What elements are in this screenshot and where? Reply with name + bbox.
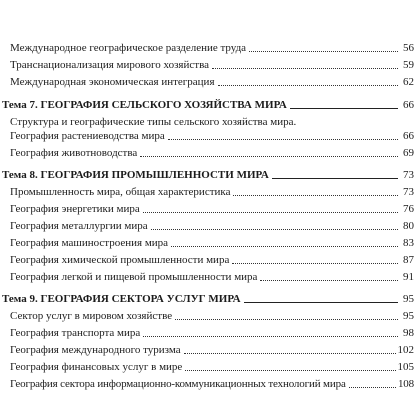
dot-leader [175, 319, 398, 320]
dot-leader [184, 353, 396, 354]
chapter-name: ГЕОГРАФИЯ СЕКТОРА УСЛУГ МИРА [40, 293, 241, 305]
chapter-heading[interactable] [0, 291, 420, 305]
chapter-name: ГЕОГРАФИЯ ПРОМЫШЛЕННОСТИ МИРА [40, 169, 269, 181]
toc-entry-page: 66 [403, 130, 414, 142]
toc-entry-page: 73 [403, 186, 414, 198]
rule-leader [244, 302, 398, 303]
toc-entry-title: Международное географическое разделение труда [10, 42, 247, 54]
toc-entry-page: 56 [403, 42, 414, 54]
toc-entry[interactable] [0, 74, 420, 88]
toc-entry-page: 69 [403, 147, 414, 159]
toc-entry-page: 91 [403, 271, 414, 283]
chapter-title [2, 170, 269, 181]
toc-entry-title: География металлургии мира [10, 220, 148, 232]
toc-entry[interactable] [0, 128, 420, 142]
chapter-page: 73 [403, 169, 414, 181]
toc-entry-page: 76 [403, 203, 414, 215]
toc-entry-title: География финансовых услуг в мире [10, 361, 183, 373]
toc-entry-title: Транснационализация мирового хозяйства [10, 59, 209, 71]
dot-leader [151, 229, 398, 230]
dot-leader [249, 51, 398, 52]
toc-entry[interactable] [0, 201, 420, 215]
chapter-number: Тема 8. [2, 169, 38, 181]
toc-entry[interactable] [0, 40, 420, 54]
chapter-name: ГЕОГРАФИЯ СЕЛЬСКОГО ХОЗЯЙСТВА МИРА [40, 99, 287, 111]
toc-entry-title: Промышленность мира, общая характеристика [10, 186, 231, 198]
dot-leader [168, 139, 398, 140]
rule-leader [290, 108, 398, 109]
toc-entry-title: География животноводства [10, 147, 138, 159]
toc-entry[interactable] [0, 184, 420, 198]
toc-entry-page: 108 [397, 378, 414, 390]
toc-entry-page: 105 [397, 361, 414, 373]
toc-entry-title: География растениеводства мира [10, 130, 165, 142]
chapter-number: Тема 9. [2, 293, 38, 305]
toc-entry-page: 62 [403, 76, 414, 88]
dot-leader [143, 212, 398, 213]
toc-entry[interactable] [0, 359, 420, 373]
dot-leader [171, 246, 398, 247]
toc-entry-title: География энергетики мира [10, 203, 140, 215]
chapter-title [2, 294, 241, 305]
dot-leader [260, 280, 398, 281]
toc-entry-title: Международная экономическая интеграция [10, 76, 215, 88]
toc-entry-page: 95 [403, 310, 414, 322]
chapter-heading[interactable] [0, 97, 420, 111]
toc-entry[interactable] [0, 269, 420, 283]
toc-entry-page: 80 [403, 220, 414, 232]
chapter-heading[interactable] [0, 167, 420, 181]
toc-entry-page: 87 [403, 254, 414, 266]
toc-entry-page: 102 [397, 344, 414, 356]
rule-leader [272, 178, 398, 179]
chapter-number: Тема 7. [2, 99, 38, 111]
toc-entry[interactable] [0, 308, 420, 322]
chapter-title [2, 100, 287, 111]
toc-entry-title: География химической промышленности мира [10, 254, 230, 266]
dot-leader [143, 336, 398, 337]
toc-entry[interactable] [0, 325, 420, 339]
toc-entry-page: 59 [403, 59, 414, 71]
toc-entry[interactable] [0, 235, 420, 249]
dot-leader [212, 68, 398, 69]
toc-entry-page: 98 [403, 327, 414, 339]
toc-entry[interactable] [0, 252, 420, 266]
toc-intro-text: Структура и географические типы сельского хозяйства мира. [10, 116, 297, 128]
toc-entry[interactable] [0, 376, 420, 390]
dot-leader [218, 85, 398, 86]
dot-leader [140, 156, 398, 157]
toc-intro [0, 114, 420, 128]
toc-entry-title: Сектор услуг в мировом хозяйстве [10, 310, 173, 322]
toc-entry-title: География международного туризма [10, 344, 181, 356]
toc-entry-title: География легкой и пищевой промышленности мира [10, 271, 258, 283]
chapter-page: 95 [403, 293, 414, 305]
toc-entry[interactable] [0, 145, 420, 159]
toc-entry-title: География транспорта мира [10, 327, 141, 339]
toc-entry[interactable] [0, 57, 420, 71]
toc-entry-title: География сектора информационно-коммуникационных технологий мира [10, 378, 346, 390]
dot-leader [349, 387, 396, 388]
dot-leader [185, 370, 395, 371]
toc-entry[interactable] [0, 218, 420, 232]
dot-leader [233, 195, 398, 196]
toc-entry[interactable] [0, 342, 420, 356]
toc-entry-title: География машиностроения мира [10, 237, 169, 249]
toc-entry-page: 83 [403, 237, 414, 249]
dot-leader [232, 263, 398, 264]
chapter-page: 66 [403, 99, 414, 111]
